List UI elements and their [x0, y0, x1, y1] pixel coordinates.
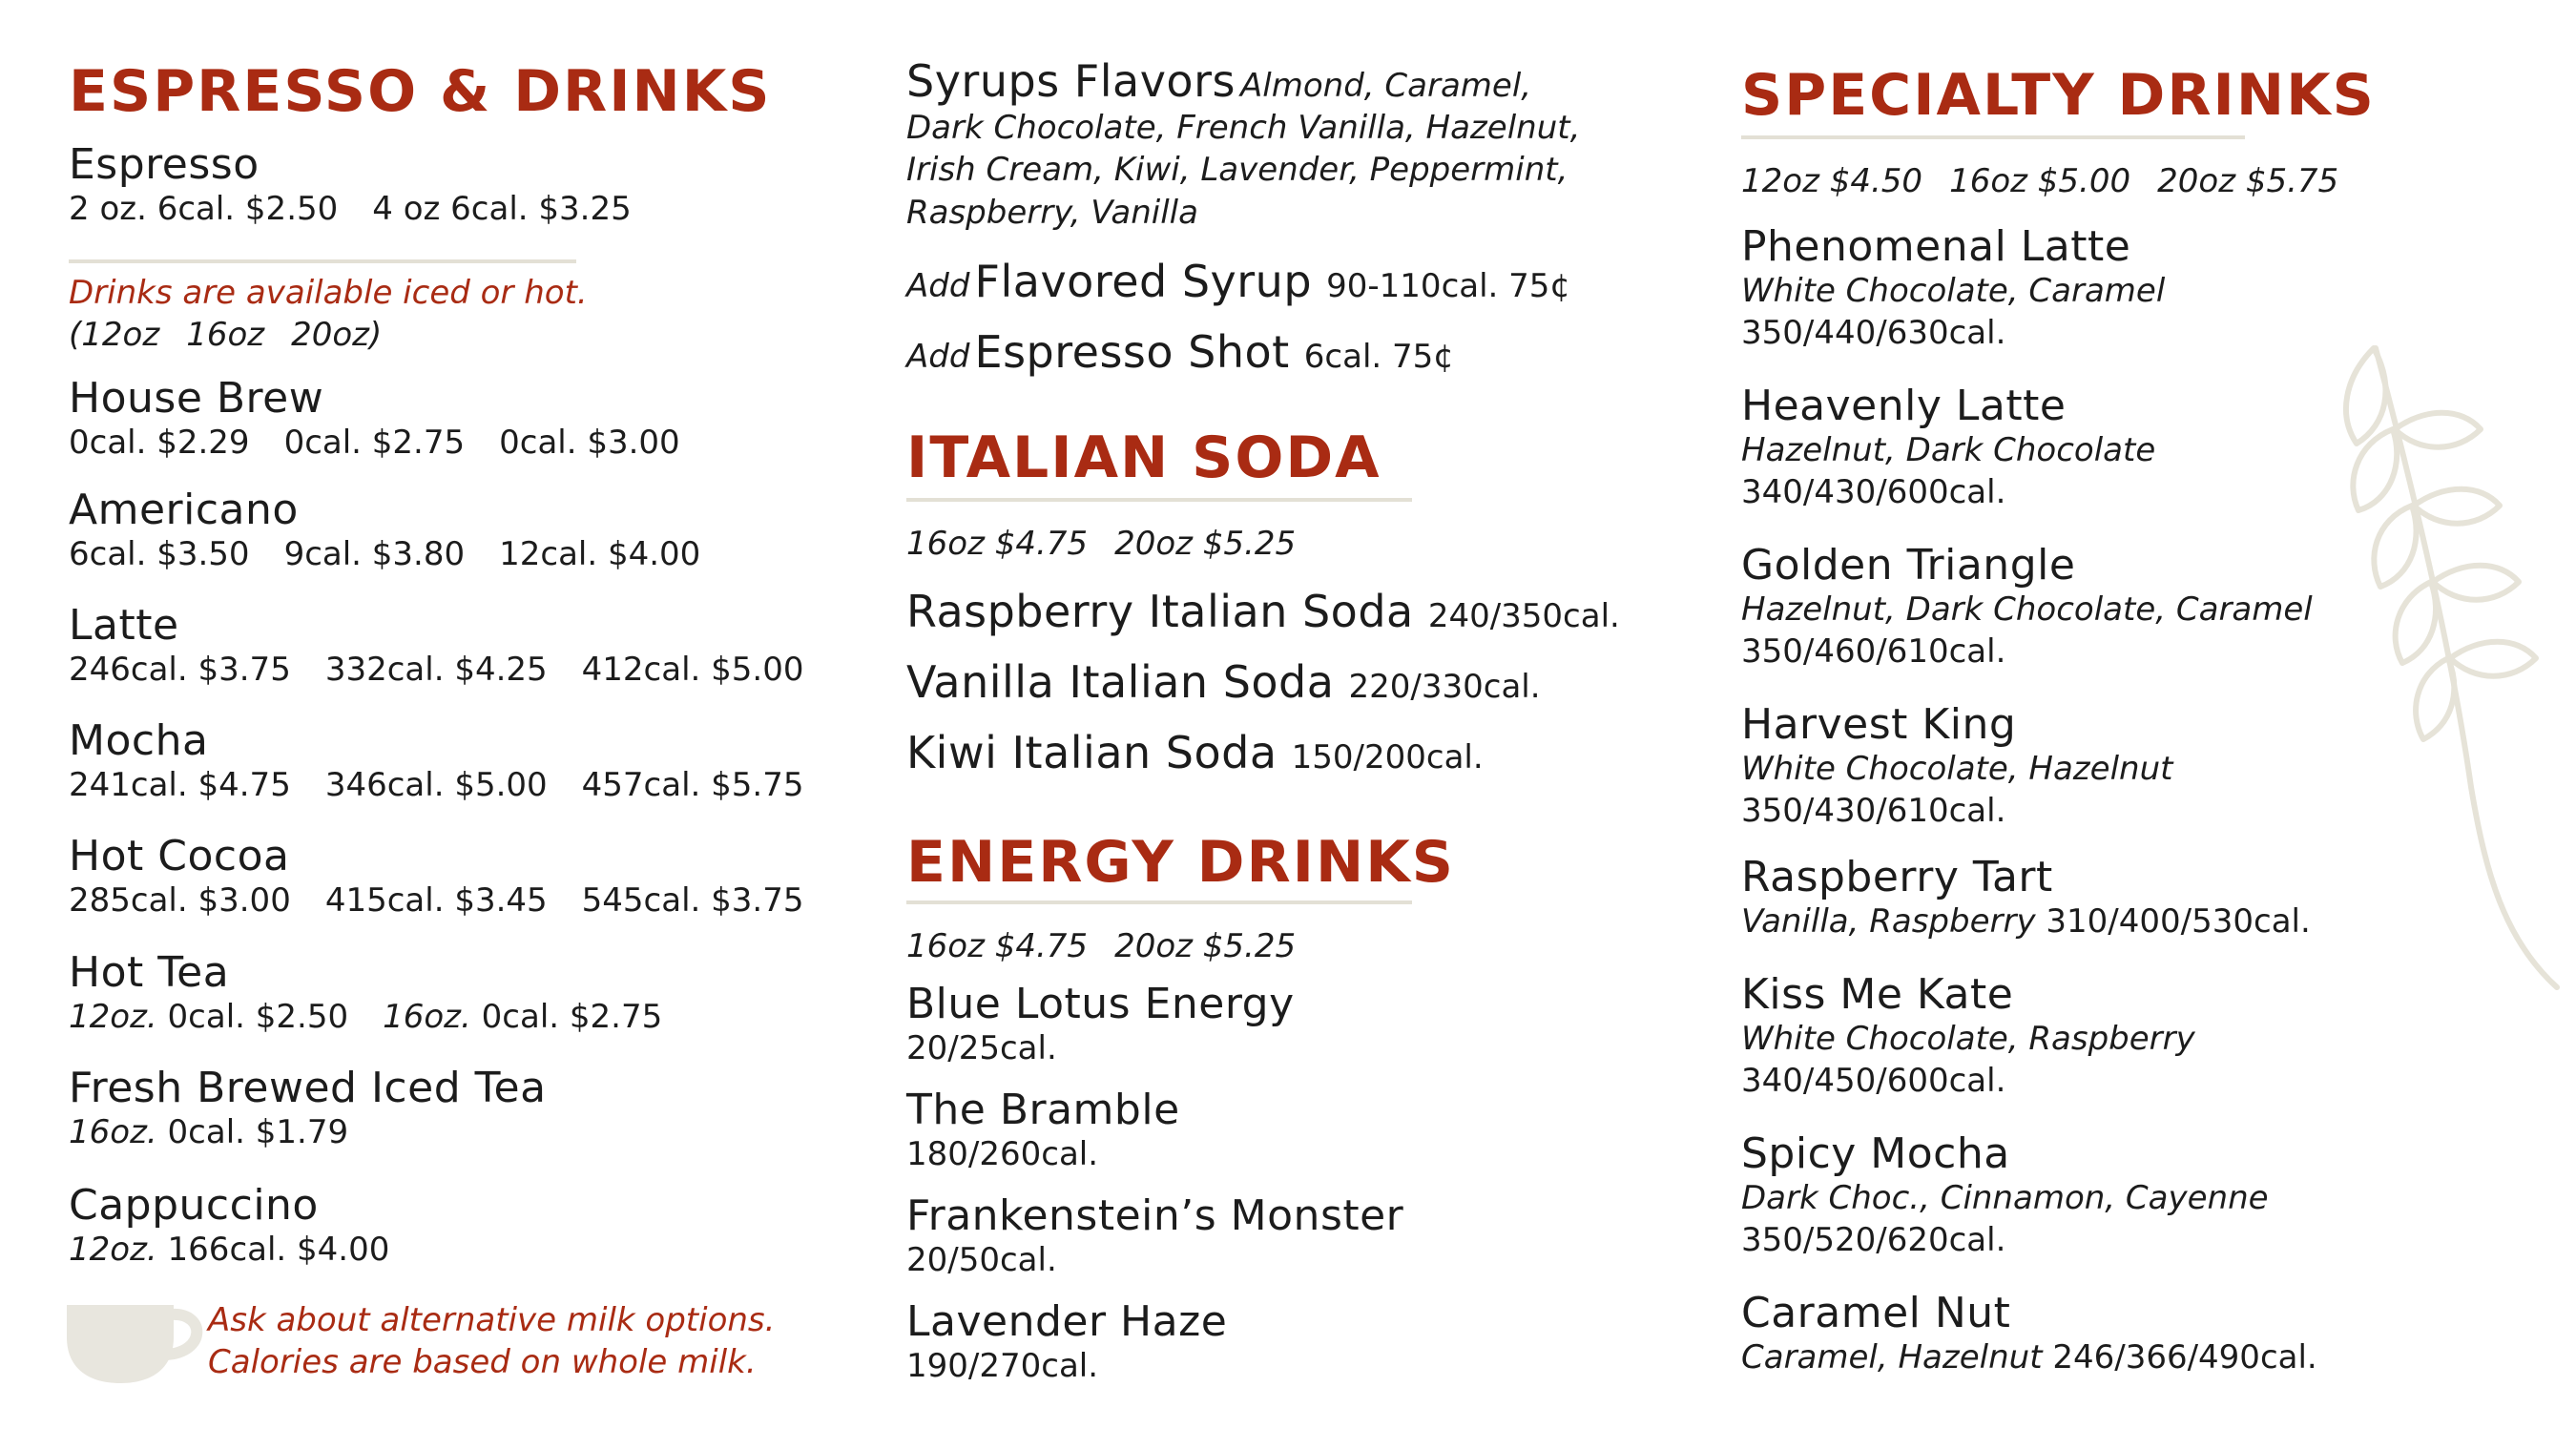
milk-note [208, 1299, 775, 1383]
iced-hot-text: Drinks are available iced or hot. [69, 274, 588, 312]
menu-item-hot-tea [69, 948, 663, 1038]
item-prices [69, 188, 632, 230]
item-prices [69, 1229, 389, 1271]
size-list [69, 314, 588, 356]
menu-item [69, 488, 700, 575]
specialty-item [1741, 700, 2173, 832]
wheat-branch-icon [2328, 339, 2576, 997]
item-name: Frankenstein’s Monster [906, 1191, 1404, 1240]
item-name: Mocha [69, 716, 209, 765]
item-flavors: Dark Choc., Cinnamon, Cayenne [1741, 1178, 2269, 1217]
syrup-flavors: Almond, Caramel, [1240, 67, 1532, 105]
menu-item [69, 374, 680, 464]
price-option: 4 oz 6cal. $3.25 [372, 189, 632, 228]
item-name: Phenomenal Latte [1741, 222, 2131, 271]
size-price: 16oz $4.75 [906, 525, 1089, 563]
item-name: Hot Cocoa [69, 832, 290, 880]
item-flavors: Hazelnut, Dark Chocolate [1741, 430, 2156, 469]
iced-hot-note [69, 272, 588, 356]
item-flavors: White Chocolate, Raspberry [1741, 1019, 2195, 1058]
item-flavors: Vanilla, Raspberry [1741, 901, 2036, 941]
item-calories: 310/400/530cal. [2046, 901, 2311, 941]
syrup-flavors: Dark Chocolate, French Vanilla, Hazelnut, [906, 109, 1581, 148]
price-option: 0cal. $2.75 [283, 423, 466, 462]
price-option: 166cal. $4.00 [167, 1230, 390, 1269]
energy-drink-item [906, 980, 1295, 1069]
price-option: 0cal. $2.50 [167, 997, 349, 1036]
price-option: 412cal. $5.00 [581, 650, 804, 689]
add-prefix: Add [906, 267, 970, 305]
item-flavors: Hazelnut, Dark Chocolate, Caramel [1741, 590, 2313, 629]
specialty-item [1741, 222, 2166, 354]
item-calories: 350/430/610cal. [1741, 791, 2006, 830]
specialty-item [1741, 1129, 2269, 1261]
item-prices [69, 649, 803, 691]
size-price: 20oz $5.25 [1114, 927, 1297, 965]
italian-soda-sizes [906, 523, 1296, 565]
syrup-flavors: Raspberry, Vanilla [906, 193, 1198, 232]
menu-item [69, 601, 804, 691]
syrups-label: Syrups Flavors [906, 55, 1236, 107]
item-prices [69, 880, 803, 921]
addon-name: Flavored Syrup [974, 256, 1313, 307]
energy-drink-item [906, 1088, 1180, 1175]
coffee-cup-icon [63, 1299, 206, 1387]
menu-item-espresso [69, 140, 632, 230]
item-calories: 190/270cal. [906, 1346, 1099, 1385]
size-label: 20oz) [291, 316, 383, 355]
item-name: Raspberry Tart [1741, 853, 2053, 901]
specialty-item [1741, 541, 2313, 673]
syrups-block [906, 57, 1580, 234]
item-calories: 350/460/610cal. [1741, 631, 2006, 671]
size-label: (12oz [69, 316, 160, 355]
item-name: Latte [69, 601, 179, 650]
item-name: Kiwi Italian Soda [906, 727, 1278, 778]
size-price: 16oz $4.75 [906, 927, 1089, 965]
item-calories: 180/260cal. [906, 1134, 1099, 1173]
price-option: 0cal. $1.79 [167, 1112, 349, 1151]
item-calories: 20/25cal. [906, 1028, 1057, 1067]
specialty-item [1741, 384, 2155, 513]
item-name: Lavender Haze [906, 1297, 1228, 1346]
price-option: 246cal. $3.75 [69, 650, 291, 689]
item-name: Hot Tea [69, 948, 230, 997]
size-label: 12oz. [69, 1230, 157, 1269]
item-name: Cappuccino [69, 1181, 319, 1230]
item-name: Espresso [69, 140, 260, 189]
item-details [1741, 1336, 2317, 1378]
section-divider [906, 498, 1412, 502]
size-label: 16oz [186, 316, 265, 355]
add-espresso-shot [906, 326, 1454, 378]
item-calories: 350/440/630cal. [1741, 313, 2006, 352]
price-option: 415cal. $3.45 [324, 880, 548, 920]
item-prices [69, 764, 803, 806]
addon-name: Espresso Shot [974, 326, 1290, 378]
milk-note-line: Calories are based on whole milk. [208, 1343, 757, 1382]
item-calories: 340/450/600cal. [1741, 1061, 2006, 1100]
item-calories: 20/50cal. [906, 1240, 1057, 1279]
syrup-flavors: Irish Cream, Kiwi, Lavender, Peppermint, [906, 151, 1568, 190]
item-prices [69, 533, 700, 575]
item-name: Fresh Brewed Iced Tea [69, 1064, 547, 1112]
menu-item-iced-tea [69, 1066, 547, 1153]
item-name: The Bramble [906, 1086, 1180, 1134]
size-price: 20oz $5.25 [1114, 525, 1297, 563]
size-label: 12oz. [69, 997, 157, 1036]
section-divider [1741, 135, 2245, 139]
menu-item [69, 832, 804, 921]
item-prices [69, 422, 680, 464]
specialty-drinks-heading: SPECIALTY DRINKS [1741, 62, 2376, 129]
energy-drink-item [906, 1297, 1228, 1387]
item-name: Golden Triangle [1741, 541, 2076, 590]
espresso-drinks-heading: ESPRESSO & DRINKS [69, 58, 772, 125]
add-flavored-syrup [906, 256, 1570, 307]
item-name: Harvest King [1741, 700, 2017, 749]
item-prices [69, 996, 662, 1038]
specialty-item [1741, 970, 2195, 1102]
item-name: Vanilla Italian Soda [906, 656, 1335, 708]
item-name: Spicy Mocha [1741, 1129, 2010, 1178]
size-label: 16oz. [383, 997, 471, 1036]
item-flavors: Caramel, Hazelnut [1741, 1337, 2043, 1377]
italian-soda-item [906, 586, 1620, 637]
italian-soda-item [906, 656, 1541, 708]
item-flavors: White Chocolate, Hazelnut [1741, 749, 2173, 788]
price-option: 0cal. $2.29 [69, 423, 250, 462]
section-divider [69, 259, 576, 263]
menu-item [69, 716, 804, 806]
price-option: 0cal. $3.00 [499, 423, 680, 462]
item-name: House Brew [69, 374, 324, 423]
item-name: Blue Lotus Energy [906, 980, 1295, 1028]
addon-detail: 90-110cal. 75¢ [1326, 267, 1571, 305]
price-option: 9cal. $3.80 [283, 534, 466, 573]
price-option: 241cal. $4.75 [69, 765, 291, 804]
price-option: 332cal. $4.25 [324, 650, 548, 689]
section-divider [906, 900, 1412, 904]
item-name: Caramel Nut [1741, 1289, 2011, 1337]
item-calories: 350/520/620cal. [1741, 1220, 2006, 1259]
price-option: 2 oz. 6cal. $2.50 [69, 189, 339, 228]
price-option: 0cal. $2.75 [481, 997, 663, 1036]
italian-soda-heading: ITALIAN SODA [906, 424, 1381, 491]
specialty-item [1741, 853, 2311, 942]
item-calories: 220/330cal. [1348, 668, 1541, 706]
size-price: 12oz $4.50 [1741, 162, 1923, 200]
energy-drink-item [906, 1191, 1404, 1281]
item-name: Raspberry Italian Soda [906, 586, 1414, 637]
menu-item-cappuccino [69, 1181, 390, 1271]
price-option: 346cal. $5.00 [324, 765, 548, 804]
price-option: 545cal. $3.75 [581, 880, 804, 920]
item-calories: 340/430/600cal. [1741, 472, 2006, 511]
item-name: Heavenly Latte [1741, 382, 2067, 430]
energy-drinks-sizes [906, 925, 1296, 967]
item-prices [69, 1111, 547, 1153]
item-name: Kiss Me Kate [1741, 970, 2014, 1019]
addon-detail: 6cal. 75¢ [1303, 338, 1454, 376]
item-calories: 246/366/490cal. [2052, 1337, 2317, 1377]
size-price: 16oz $5.00 [1949, 162, 2131, 200]
item-details [1741, 900, 2311, 942]
item-name: Americano [69, 486, 299, 534]
item-calories: 240/350cal. [1427, 597, 1620, 635]
energy-drinks-heading: ENERGY DRINKS [906, 829, 1455, 896]
item-flavors: White Chocolate, Caramel [1741, 271, 2166, 310]
specialty-sizes [1741, 160, 2338, 202]
milk-note-line: Ask about alternative milk options. [208, 1301, 776, 1339]
item-calories: 150/200cal. [1291, 738, 1484, 776]
size-price: 20oz $5.75 [2157, 162, 2339, 200]
price-option: 6cal. $3.50 [69, 534, 250, 573]
price-option: 457cal. $5.75 [581, 765, 804, 804]
add-prefix: Add [906, 338, 970, 376]
price-option: 285cal. $3.00 [69, 880, 291, 920]
size-label: 16oz. [69, 1112, 157, 1151]
italian-soda-item [906, 727, 1484, 778]
price-option: 12cal. $4.00 [499, 534, 701, 573]
specialty-item [1741, 1289, 2317, 1378]
